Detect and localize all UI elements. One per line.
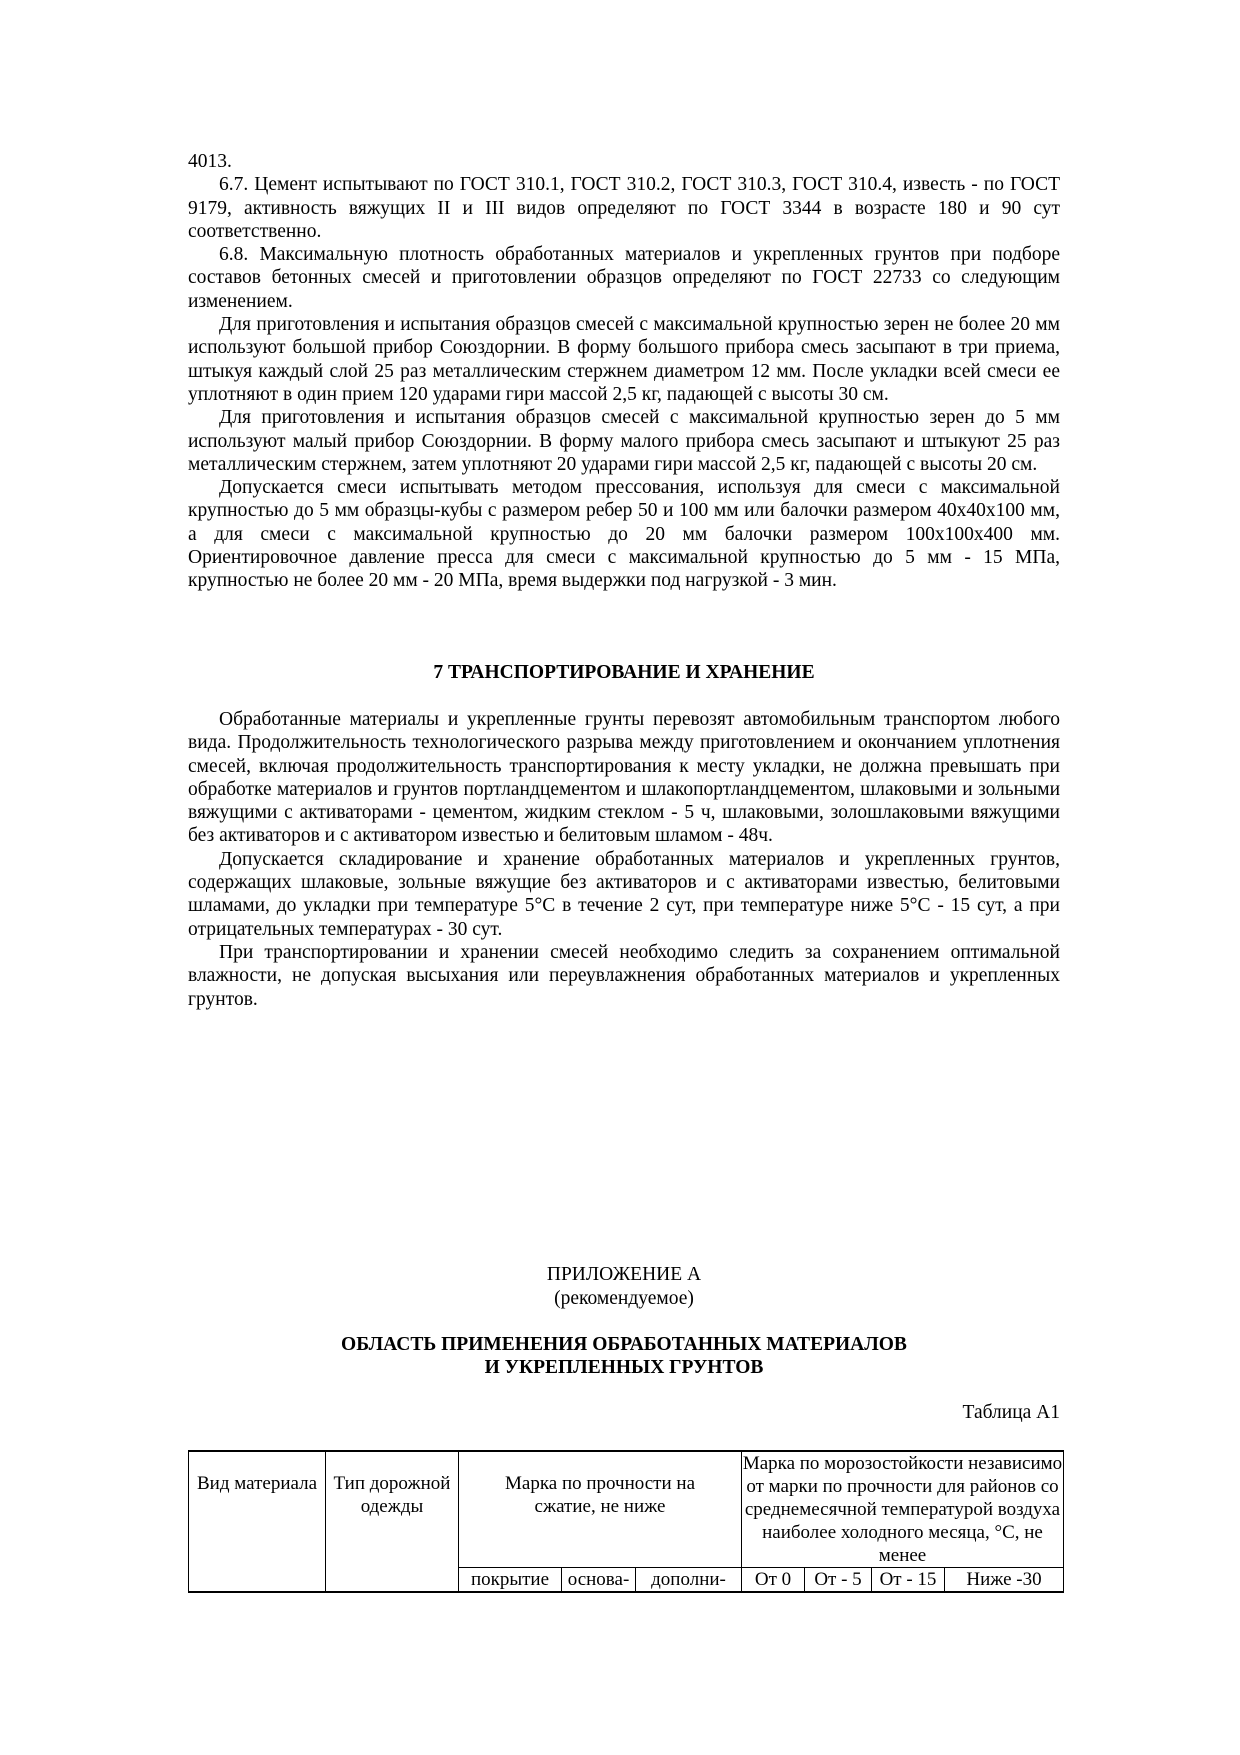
header-strength: Марка по прочности на сжатие, не ниже (459, 1451, 742, 1568)
header-frost: Марка по морозостойкости независимо от марки по прочности для районов со среднемесячной температурой воздуха наиболее холодного месяца, °С, не менее (742, 1453, 1063, 1566)
header-material: Вид материала (189, 1451, 326, 1592)
paragraph: Для приготовления и испытания образцов смесей с максимальной крупностью зерен до 5 мм используют малый прибор Союздорнии. В форму малого прибора смесь засыпают и штыкуют 25 раз металлическим стержнем, затем уплотняют 20 ударами гири массой 2,5 кг, падающей с высоты 20 см. (188, 407, 1060, 475)
paragraph: Обработанные материалы и укрепленные грунты перевозят автомобильным транспортом любого вида. Продолжительность технологического разрыва между приготовлением и окончанием уплотнения смесей, включая продолжительность транспортирования к месту укладки, не должна превышать при обработке материалов и грунтов портландцементом и шлакопортландцементом, шлаковыми и зольными вяжущими с активаторами - цементом, жидким стеклом - 5 ч, шлаковыми, золошлаковыми вяжущими без активаторов и с активатором известью и белитовым шламом - 48ч. (188, 709, 1060, 847)
paragraph-6-8: 6.8. Максимальную плотность обработанных материалов и укрепленных грунтов при подборе составов бетонных смесей и приготовлении образцов определяют по ГОСТ 22733 со следующим изменением. (188, 244, 1060, 312)
subheader-frost: От 0 (742, 1568, 805, 1593)
appendix-heading-line1: ОБЛАСТЬ ПРИМЕНЕНИЯ ОБРАБОТАННЫХ МАТЕРИАЛОВ (341, 1334, 907, 1355)
header-pavement: Тип дорожной одежды (326, 1451, 459, 1592)
subheader-strength: дополни- (636, 1568, 742, 1593)
section-7-heading: 7 ТРАНСПОРТИРОВАНИЕ И ХРАНЕНИЕ (433, 662, 815, 683)
paragraph-6-7: 6.7. Цемент испытывают по ГОСТ 310.1, ГОСТ 310.2, ГОСТ 310.3, ГОСТ 310.4, известь - по ГОСТ 9179, активность вяжущих II и III видов определяют по ГОСТ 3344 в возрасте 180 и 90 сут соответственно. (188, 174, 1060, 242)
section-7-text (188, 708, 1060, 1011)
section-6-text (188, 150, 1060, 593)
appendix-title: ПРИЛОЖЕНИЕ А (546, 1264, 702, 1285)
subheader-frost: От - 15 (872, 1568, 945, 1593)
paragraph: 4013. (188, 151, 232, 172)
appendix-subtitle: (рекомендуемое) (554, 1288, 694, 1309)
paragraph: Допускается смеси испытывать методом прессования, используя для смеси с максимальной крупностью до 5 мм образцы-кубы с размером ребер 50 и 100 мм или балочки размером 40x40x100 мм, а для смеси с максимальной крупностью до 20 мм балочки размером 100x100x400 мм. Ориентировочное давление пресса для смеси с максимальной крупностью до 5 мм - 15 МПа, крупностью не более 20 мм - 20 МПа, время выдержки под нагрузкой - 3 мин. (188, 477, 1060, 592)
table-a1 (188, 1450, 1064, 1593)
appendix-heading-line2: И УКРЕПЛЕННЫХ ГРУНТОВ (484, 1357, 764, 1378)
subheader-strength: основа- (562, 1568, 636, 1593)
table-label: Таблица А1 (962, 1402, 1060, 1423)
subheader-frost: От - 5 (805, 1568, 872, 1593)
subheader-strength: покрытие (459, 1568, 562, 1593)
paragraph: При транспортировании и хранении смесей необходимо следить за сохранением оптимальной влажности, не допуская высыхания или переувлажнения обработанных материалов и укрепленных грунтов. (188, 941, 1060, 1010)
paragraph: Допускается складирование и хранение обработанных материалов и укрепленных грунтов, содержащих шлаковые, зольные вяжущие без активаторов и с активаторами известью, белитовыми шламами, до укладки при температуре 5°С в течение 2 сут, при температуре ниже 5°С - 15 сут, а при отрицательных температурах - 30 сут. (188, 848, 1060, 940)
subheader-frost: Ниже -30 (945, 1568, 1064, 1593)
paragraph: Для приготовления и испытания образцов смесей с максимальной крупностью зерен не более 20 мм используют большой прибор Союздорнии. В форму большого прибора смесь засыпают в три приема, штыкуя каждый слой 25 раз металлическим стержнем диаметром 12 мм. После укладки всей смеси ее уплотняют в один прием 120 ударами гири массой 2,5 кг, падающей с высоты 30 см. (188, 314, 1060, 405)
